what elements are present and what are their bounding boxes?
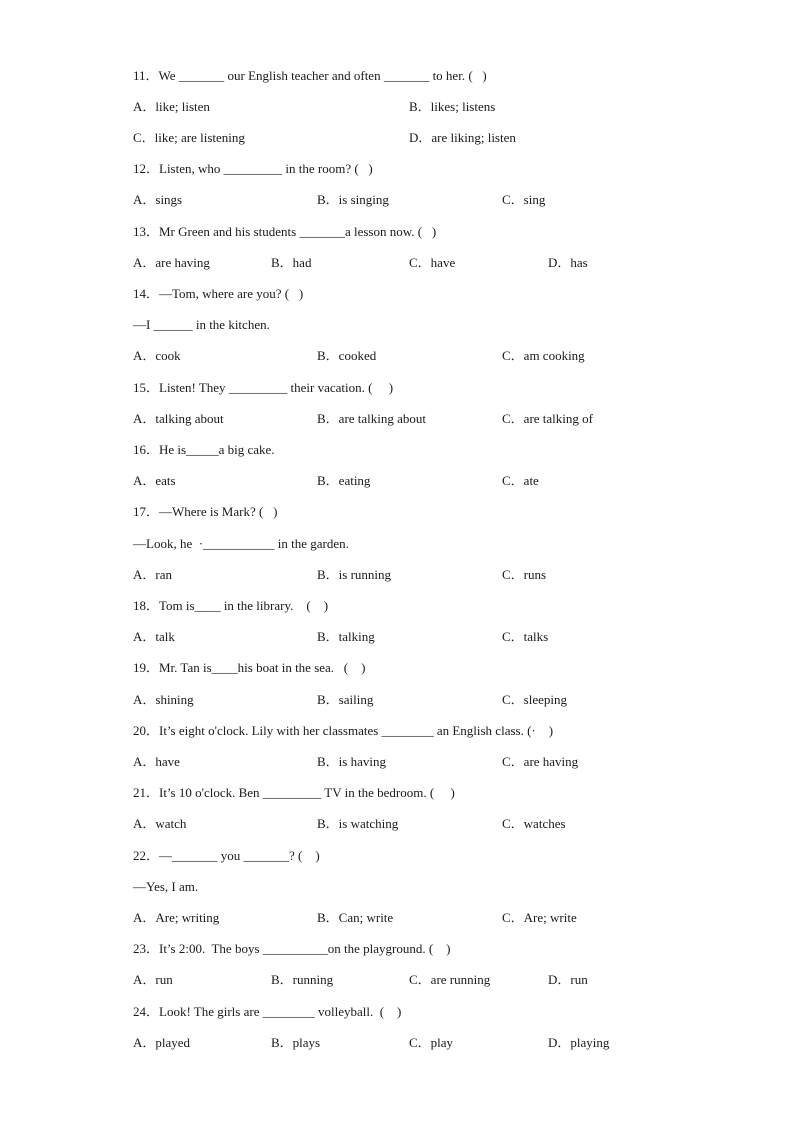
question-19-option-a[interactable]: A．shining	[133, 692, 194, 707]
question-14-option-c[interactable]: C．am cooking	[502, 348, 585, 363]
question-24-option-c[interactable]: C．play	[409, 1035, 454, 1050]
question-17-option-c[interactable]: C．runs	[502, 567, 547, 582]
question-20-stem: 20．It’s eight o'clock. Lily with her classmates ________ an English class. (· )	[133, 723, 554, 738]
question-12-option-c[interactable]: C．sing	[502, 192, 546, 207]
question-11-option-c[interactable]: C．like; are listening	[133, 130, 245, 145]
question-16-option-b[interactable]: B．eating	[317, 473, 371, 488]
question-13-option-a[interactable]: A．are having	[133, 255, 210, 270]
question-23-option-b[interactable]: B．running	[271, 972, 334, 987]
question-19-stem: 19．Mr. Tan is____his boat in the sea. ( )	[133, 660, 366, 675]
question-14-stem: 14．—Tom, where are you? ( )	[133, 286, 304, 301]
question-15-stem: 15．Listen! They _________ their vacation. ( )	[133, 380, 394, 395]
question-22-option-a[interactable]: A．Are; writing	[133, 910, 220, 925]
question-21-option-c[interactable]: C．watches	[502, 816, 566, 831]
question-13-option-b[interactable]: B．had	[271, 255, 312, 270]
question-19-option-b[interactable]: B．sailing	[317, 692, 374, 707]
question-14-option-a[interactable]: A．cook	[133, 348, 181, 363]
question-23-option-a[interactable]: A．run	[133, 972, 173, 987]
question-21-option-a[interactable]: A．watch	[133, 816, 187, 831]
question-24-option-b[interactable]: B．plays	[271, 1035, 321, 1050]
question-18-stem: 18．Tom is____ in the library. ( )	[133, 598, 329, 613]
question-22-stem: 22．—_______ you _______? ( )	[133, 848, 320, 863]
question-18-option-c[interactable]: C．talks	[502, 629, 549, 644]
question-13-stem: 13．Mr Green and his students _______a lesson now. ( )	[133, 224, 437, 239]
question-18-option-b[interactable]: B．talking	[317, 629, 375, 644]
question-18-option-a[interactable]: A．talk	[133, 629, 175, 644]
question-15-option-c[interactable]: C．are talking of	[502, 411, 593, 426]
question-11-option-d[interactable]: D．are liking; listen	[409, 130, 516, 145]
question-14-option-b[interactable]: B．cooked	[317, 348, 377, 363]
question-17-option-a[interactable]: A．ran	[133, 567, 172, 582]
question-17-response: —Look, he ·___________ in the garden.	[133, 536, 349, 551]
question-17-option-b[interactable]: B．is running	[317, 567, 392, 582]
question-24-option-d[interactable]: D．playing	[548, 1035, 610, 1050]
question-23-option-d[interactable]: D．run	[548, 972, 588, 987]
question-21-option-b[interactable]: B．is watching	[317, 816, 399, 831]
question-22-option-b[interactable]: B．Can; write	[317, 910, 394, 925]
question-20-option-c[interactable]: C．are having	[502, 754, 579, 769]
question-19-option-c[interactable]: C．sleeping	[502, 692, 567, 707]
question-17-stem: 17．—Where is Mark? ( )	[133, 504, 278, 519]
question-12-option-a[interactable]: A．sings	[133, 192, 183, 207]
question-13-option-d[interactable]: D．has	[548, 255, 588, 270]
question-14-response: —I ______ in the kitchen.	[133, 317, 270, 332]
question-15-option-b[interactable]: B．are talking about	[317, 411, 427, 426]
question-16-option-c[interactable]: C．ate	[502, 473, 539, 488]
question-11-option-b[interactable]: B．likes; listens	[409, 99, 496, 114]
question-22-option-c[interactable]: C．Are; write	[502, 910, 577, 925]
question-12-stem: 12．Listen, who _________ in the room? ( )	[133, 161, 373, 176]
question-11-stem: 11．We _______ our English teacher and often _______ to her. ( )	[133, 68, 487, 83]
question-12-option-b[interactable]: B．is singing	[317, 192, 389, 207]
question-21-stem: 21．It’s 10 o'clock. Ben _________ TV in the bedroom. ( )	[133, 785, 455, 800]
question-24-stem: 24．Look! The girls are ________ volleyball. ( )	[133, 1004, 402, 1019]
question-22-response: —Yes, I am.	[133, 879, 199, 894]
question-15-option-a[interactable]: A．talking about	[133, 411, 224, 426]
question-16-stem: 16．He is_____a big cake.	[133, 442, 275, 457]
question-23-option-c[interactable]: C．are running	[409, 972, 491, 987]
question-13-option-c[interactable]: C．have	[409, 255, 456, 270]
question-20-option-a[interactable]: A．have	[133, 754, 180, 769]
question-11-option-a[interactable]: A．like; listen	[133, 99, 210, 114]
question-23-stem: 23．It’s 2:00. The boys __________on the playground. ( )	[133, 941, 451, 956]
question-24-option-a[interactable]: A．played	[133, 1035, 191, 1050]
question-20-option-b[interactable]: B．is having	[317, 754, 386, 769]
question-16-option-a[interactable]: A．eats	[133, 473, 176, 488]
